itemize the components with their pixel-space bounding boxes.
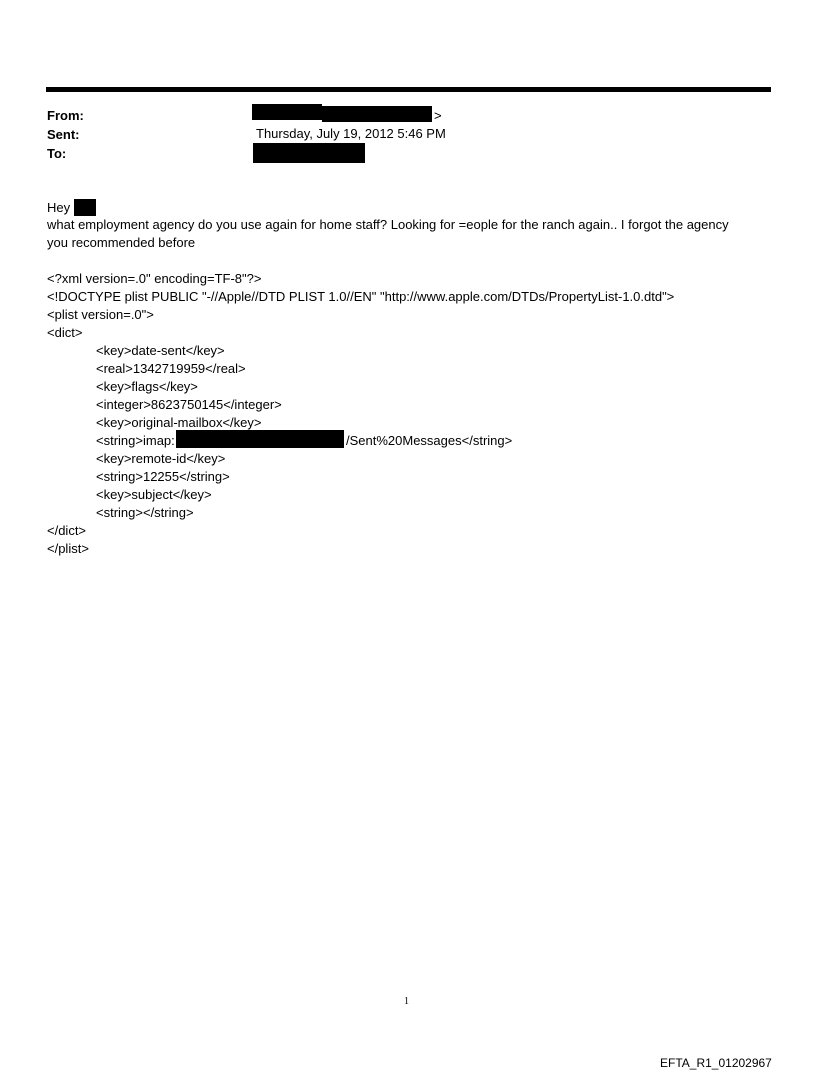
plist-line: <real>1342719959</real> [96,361,246,376]
plist-line: <integer>8623750145</integer> [96,397,282,412]
document-id: EFTA_R1_01202967 [660,1056,772,1070]
sent-value: Thursday, July 19, 2012 5:46 PM [256,126,446,141]
dict-open: <dict> [47,325,83,340]
plist-line: <string>12255</string> [96,469,230,484]
doctype-line: <!DOCTYPE plist PUBLIC "-//Apple//DTD PLIST 1.0//EN" "http://www.apple.com/DTDs/PropertyList-1.0.dtd"> [47,289,675,304]
xml-declaration: <?xml version=.0" encoding=TF-8"?> [47,271,262,286]
greeting: Hey [47,200,71,215]
message-line-1: what employment agency do you use again for home staff? Looking for =eople for the ranch again.. I forgot the agency [47,217,729,232]
header-rule [46,87,771,92]
plist-open: <plist version=.0"> [47,307,154,322]
sent-label: Sent: [47,127,80,142]
imap-prefix: <string>imap: [96,433,175,448]
plist-line: <key>remote-id</key> [96,451,226,466]
redaction-from-name [252,104,322,120]
message-line-2: you recommended before [47,235,196,250]
redaction-greeting-name [74,199,96,216]
from-label: From: [47,108,84,123]
redaction-to [253,143,365,163]
dict-close: </dict> [47,523,87,538]
plist-line: <string></string> [96,505,194,520]
redaction-from-email [322,106,432,122]
redaction-imap-account [176,430,344,448]
plist-line: <key>flags</key> [96,379,198,394]
plist-line: <key>date-sent</key> [96,343,225,358]
imap-suffix: /Sent%20Messages</string> [346,433,513,448]
page-number: 1 [404,996,409,1007]
plist-line: <key>subject</key> [96,487,212,502]
plist-line: <key>original-mailbox</key> [96,415,262,430]
plist-close: </plist> [47,541,89,556]
from-value-suffix: > [434,108,442,123]
to-label: To: [47,146,67,161]
